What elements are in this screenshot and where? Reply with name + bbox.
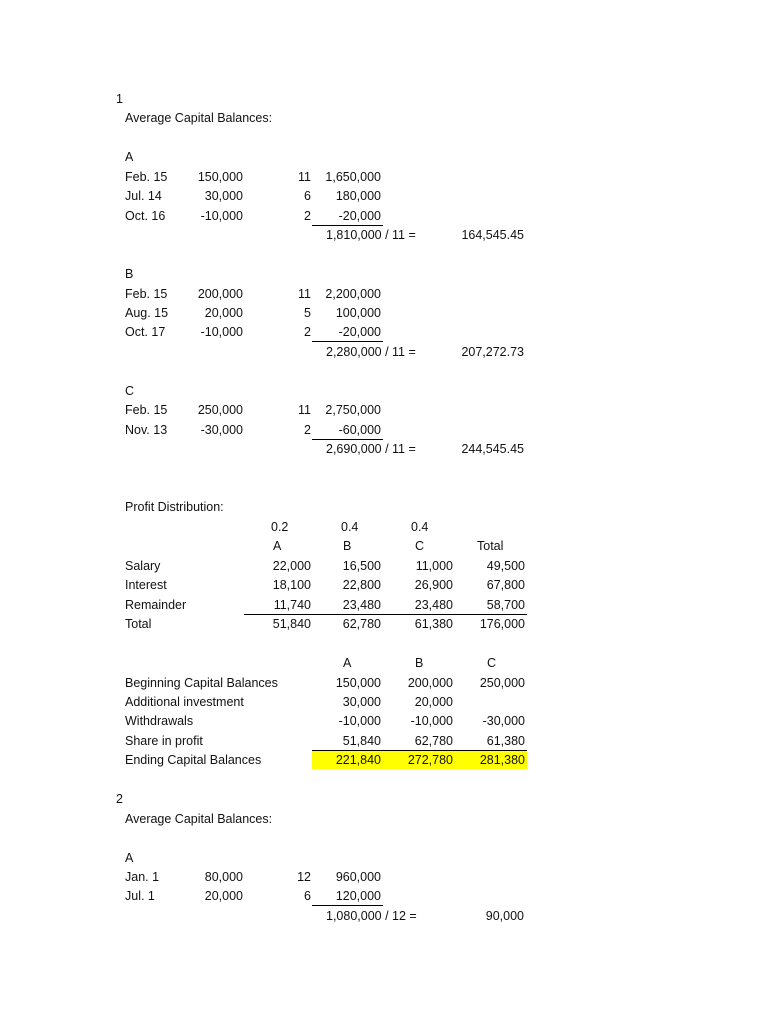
column-header: C [487, 656, 497, 671]
entry-product: -20,000 [338, 325, 381, 340]
row-value: 49,500 [486, 558, 525, 573]
problem-number: 2 [116, 792, 123, 807]
entry-product: -20,000 [338, 208, 381, 223]
ratio-cell: 0.2 [271, 519, 289, 534]
row-value: 61,380 [486, 733, 525, 748]
row-value: 30,000 [342, 694, 381, 709]
entry-date: Oct. 17 [125, 325, 166, 340]
entry-months: 2 [304, 325, 311, 340]
entry-date: Aug. 15 [125, 305, 169, 320]
row-value: 51,840 [272, 617, 311, 632]
row-value: 61,380 [414, 617, 453, 632]
row-value: 22,800 [342, 578, 381, 593]
entry-months: 6 [304, 889, 311, 904]
average-capital: 164,545.45 [461, 228, 524, 243]
partner-label: A [125, 150, 134, 165]
partner-label: B [125, 267, 134, 282]
row-value: 23,480 [414, 597, 453, 612]
row-value: -30,000 [482, 714, 525, 729]
row-value: 281,380 [479, 753, 525, 768]
entry-date: Jan. 1 [125, 870, 160, 884]
entry-amount: 20,000 [204, 889, 243, 904]
entry-amount: -10,000 [200, 325, 243, 340]
entry-amount: 150,000 [197, 169, 243, 184]
row-value: 150,000 [335, 675, 381, 690]
underline-rule [312, 750, 527, 751]
row-label: Total [125, 617, 152, 632]
row-value: 62,780 [414, 733, 453, 748]
total-formula: 2,690,000 / 11 = [326, 442, 416, 457]
underline-rule [244, 614, 527, 615]
row-label: Ending Capital Balances [125, 753, 262, 768]
underline-rule [312, 439, 383, 440]
entry-product: 2,750,000 [325, 403, 381, 418]
row-value: -10,000 [410, 714, 453, 729]
total-formula: 1,080,000 / 12 = [326, 908, 417, 923]
row-label: Remainder [125, 597, 187, 612]
column-header: A [273, 539, 282, 554]
section-title: Average Capital Balances: [125, 111, 273, 126]
row-value: 26,900 [414, 578, 453, 593]
total-formula: 1,810,000 / 11 = [326, 228, 416, 243]
entry-product: 1,650,000 [325, 169, 381, 184]
entry-date: Nov. 13 [125, 422, 168, 437]
column-header: C [415, 539, 425, 554]
row-value: 58,700 [486, 597, 525, 612]
entry-product: 960,000 [335, 870, 381, 884]
row-value: 200,000 [407, 675, 453, 690]
row-label: Share in profit [125, 733, 203, 748]
entry-amount: 30,000 [204, 189, 243, 204]
average-capital: 90,000 [485, 908, 524, 923]
row-value: -10,000 [338, 714, 381, 729]
row-value: 11,740 [273, 597, 311, 612]
underline-rule [312, 225, 383, 226]
entry-date: Jul. 14 [125, 189, 162, 204]
partner-label: A [125, 850, 134, 865]
partner-label: C [125, 383, 135, 398]
row-value: 221,840 [335, 753, 381, 768]
row-value: 272,780 [407, 753, 453, 768]
entry-amount: -30,000 [200, 422, 243, 437]
row-label: Additional investment [125, 694, 244, 709]
column-header: A [343, 656, 352, 671]
column-header: B [343, 539, 352, 554]
entry-amount: 200,000 [197, 286, 243, 301]
entry-months: 5 [304, 305, 311, 320]
entry-amount: 80,000 [204, 870, 243, 884]
problem-number: 1 [116, 92, 123, 106]
entry-date: Feb. 15 [125, 169, 168, 184]
ratio-cell: 0.4 [341, 519, 359, 534]
underline-rule [312, 341, 383, 342]
row-value: 18,100 [272, 578, 311, 593]
entry-months: 12 [297, 870, 311, 884]
row-label: Beginning Capital Balances [125, 675, 278, 690]
row-value: 51,840 [342, 733, 381, 748]
entry-product: 180,000 [335, 189, 381, 204]
average-capital: 207,272.73 [461, 344, 524, 359]
entry-amount: -10,000 [200, 208, 243, 223]
row-value: 11,000 [415, 558, 453, 573]
row-value: 20,000 [414, 694, 453, 709]
entry-amount: 250,000 [197, 403, 243, 418]
entry-product: 120,000 [335, 889, 381, 904]
entry-months: 2 [304, 422, 311, 437]
entry-product: 100,000 [335, 305, 381, 320]
row-value: 250,000 [479, 675, 525, 690]
row-value: 62,780 [342, 617, 381, 632]
entry-months: 11 [298, 169, 311, 184]
row-label: Salary [125, 558, 161, 573]
column-header: Total [477, 539, 504, 554]
row-label: Withdrawals [125, 714, 194, 729]
section-title: Profit Distribution: [125, 500, 224, 515]
row-value: 16,500 [342, 558, 381, 573]
row-value: 22,000 [272, 558, 311, 573]
entry-months: 11 [298, 403, 311, 418]
total-formula: 2,280,000 / 11 = [326, 344, 416, 359]
ratio-cell: 0.4 [411, 519, 429, 534]
row-value: 67,800 [486, 578, 525, 593]
section-title: Average Capital Balances: [125, 811, 273, 826]
entry-date: Feb. 15 [125, 286, 168, 301]
entry-date: Jul. 1 [125, 889, 155, 904]
entry-date: Oct. 16 [125, 208, 166, 223]
row-label: Interest [125, 578, 167, 593]
entry-product: 2,200,000 [325, 286, 381, 301]
row-value: 23,480 [342, 597, 381, 612]
entry-product: -60,000 [338, 422, 381, 437]
row-value: 176,000 [479, 617, 525, 632]
entry-amount: 20,000 [204, 305, 243, 320]
underline-rule [312, 905, 383, 906]
entry-date: Feb. 15 [125, 403, 168, 418]
entry-months: 2 [304, 208, 311, 223]
column-header: B [415, 656, 424, 671]
average-capital: 244,545.45 [461, 442, 524, 457]
entry-months: 11 [298, 286, 311, 301]
entry-months: 6 [304, 189, 311, 204]
